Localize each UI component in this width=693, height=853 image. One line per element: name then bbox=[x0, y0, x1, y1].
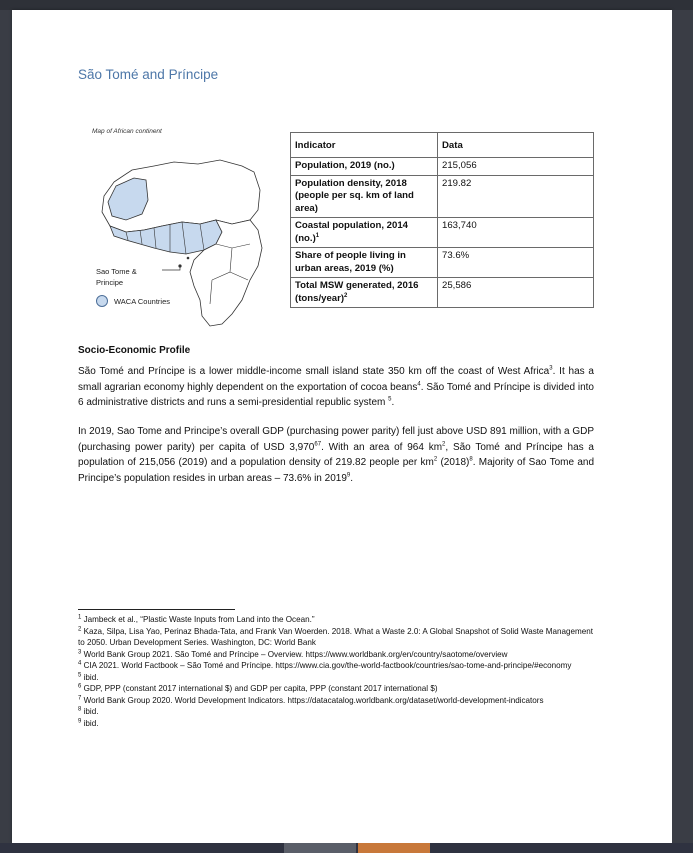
footnote-ref: 2 bbox=[344, 292, 348, 299]
footnote-number: 8 bbox=[78, 706, 82, 713]
footnote bbox=[78, 683, 598, 695]
footnote bbox=[78, 706, 598, 718]
footnote-text: World Bank Group 2020. World Development Indicators. https://datacatalog.worldbank.org/dataset/world-development-indicators bbox=[81, 695, 544, 705]
footnote-ref: 4 bbox=[417, 381, 421, 388]
footnote-ref: 3 bbox=[549, 365, 553, 372]
footnote-text: Kaza, Silpa, Lisa Yao, Perinaz Bhada-Tata, and Frank Van Woerden. 2018. What a Waste 2.0: A Global Snapshot of Solid Waste Management to 2050. Urban Development Series. Washington, DC: World Bank bbox=[78, 626, 594, 647]
text-run: . It has a small agrarian economy highly dependent on the exportation of cocoa beans bbox=[78, 366, 594, 393]
table-cell-label bbox=[291, 248, 438, 278]
map-stp-pointer bbox=[162, 267, 180, 270]
label-text: Population density, 2018 (people per sq. km of land area) bbox=[295, 177, 414, 214]
text-run: . São Tomé and Príncipe is divided into 6 administrative districts and runs a semi-presidential republic system bbox=[78, 381, 594, 408]
footnote-number: 1 bbox=[78, 614, 82, 621]
label-text: Share of people living in urban areas, 2019 (%) bbox=[295, 250, 406, 274]
table-row bbox=[291, 248, 594, 278]
footnote-number: 9 bbox=[78, 717, 82, 724]
footnote bbox=[78, 718, 598, 730]
bottom-bar-segment[interactable] bbox=[284, 843, 356, 853]
footnote-number: 6 bbox=[78, 683, 82, 690]
table-row bbox=[291, 175, 594, 218]
table-header-data: Data bbox=[438, 133, 594, 158]
table-cell-label bbox=[291, 278, 438, 308]
footnotes bbox=[78, 614, 598, 729]
text-run: . bbox=[391, 397, 395, 408]
table-row bbox=[291, 278, 594, 308]
footnote-text: Jambeck et al., “Plastic Waste Inputs from Land into the Ocean.” bbox=[81, 615, 315, 624]
bottom-bar-segment-highlight[interactable] bbox=[358, 843, 430, 853]
footnote-number: 2 bbox=[78, 625, 82, 632]
section-heading: Socio-Economic Profile bbox=[78, 345, 191, 356]
text-run: . bbox=[350, 472, 354, 484]
label-text: Population, 2019 (no.) bbox=[295, 160, 395, 171]
footnote-number: 5 bbox=[78, 671, 82, 678]
label-text: Total MSW generated, 2016 (tons/year) bbox=[295, 280, 419, 304]
footnote-text: World Bank Group 2021. São Tomé and Príncipe – Overview. https://www.worldbank.org/en/country/saotome/overview bbox=[81, 649, 508, 659]
footnote-text: GDP, PPP (constant 2017 international $) and GDP per capita, PPP (constant 2017 international $) bbox=[81, 684, 438, 693]
map-bioko-island bbox=[187, 257, 190, 260]
text-run: (2018) bbox=[437, 457, 470, 468]
viewer-bottom-bar bbox=[0, 843, 693, 853]
map-label-line2: Principe bbox=[96, 278, 124, 287]
viewer-right-margin bbox=[672, 10, 693, 843]
table-row bbox=[291, 218, 594, 248]
legend-label: WACA Countries bbox=[114, 296, 170, 306]
footnote-ref: 8 bbox=[469, 456, 473, 463]
footnote-number: 4 bbox=[78, 660, 82, 667]
footnote-ref: 1 bbox=[315, 232, 320, 239]
footnote-separator bbox=[78, 609, 235, 610]
footnote bbox=[78, 626, 598, 649]
text-run: , São Tomé and Príncipe has a population of 215,056 (2019) and a population density of 219.82 people per km bbox=[78, 441, 594, 468]
footnote-ref: 67 bbox=[314, 441, 322, 448]
map-legend bbox=[96, 295, 170, 307]
map-label-line1: Sao Tome & bbox=[96, 267, 137, 276]
superscript: 2 bbox=[433, 456, 438, 463]
footnote bbox=[78, 614, 598, 626]
table-header-row bbox=[291, 133, 594, 158]
text-run: . With an area of 964 km bbox=[321, 441, 443, 453]
paragraph-2 bbox=[78, 424, 594, 486]
table-cell-value: 163,740 bbox=[438, 218, 594, 248]
table-cell-value: 219.82 bbox=[438, 175, 594, 218]
table-cell-label bbox=[291, 218, 438, 248]
text-run: In 2019, Sao Tome and Principe’s overall GDP (purchasing power parity) fell just above USD 891 million, with a GDP (purchasing power parity) per capita of USD 3,970 bbox=[78, 426, 594, 453]
map-caption: Map of African continent bbox=[92, 128, 162, 135]
superscript: 2 bbox=[442, 441, 446, 448]
table-cell-value: 215,056 bbox=[438, 158, 594, 176]
table-cell-value: 25,586 bbox=[438, 278, 594, 308]
map-label-sao-tome bbox=[96, 266, 137, 288]
footnote-text: ibid. bbox=[81, 718, 99, 728]
footnote bbox=[78, 649, 598, 661]
paragraph-1 bbox=[78, 364, 594, 411]
footnote-text: ibid. bbox=[81, 672, 99, 682]
footnote bbox=[78, 660, 598, 672]
legend-swatch bbox=[96, 295, 108, 307]
table-header-indicator: Indicator bbox=[291, 133, 438, 158]
text-run: São Tomé and Príncipe is a lower middle-income small island state 350 km off the coast of West Africa bbox=[78, 366, 550, 377]
table-cell-value: 73.6% bbox=[438, 248, 594, 278]
table-cell-label bbox=[291, 158, 438, 176]
footnote-number: 7 bbox=[78, 694, 82, 701]
text-run: . Majority of Sao Tome and Principe’s population resides in urban areas – 73.6% in 2019 bbox=[78, 457, 595, 484]
footnote bbox=[78, 695, 598, 707]
footnote-ref: 9 bbox=[346, 472, 351, 479]
table-cell-label bbox=[291, 175, 438, 218]
label-text: Coastal population, 2014 (no.) bbox=[295, 220, 409, 244]
footnote-text: CIA 2021. World Factbook – São Tomé and Príncipe. https://www.cia.gov/the-world-factbook/countries/sao-tome-and-principe/#economy bbox=[81, 661, 572, 670]
indicator-table bbox=[290, 132, 594, 308]
footnote-ref: 5 bbox=[388, 396, 392, 403]
table-row bbox=[291, 158, 594, 176]
footnote-number: 3 bbox=[78, 648, 82, 655]
page-title: São Tomé and Príncipe bbox=[78, 67, 219, 82]
viewer-top-strip bbox=[0, 0, 693, 10]
footnote bbox=[78, 672, 598, 684]
footnote-text: ibid. bbox=[81, 707, 99, 716]
